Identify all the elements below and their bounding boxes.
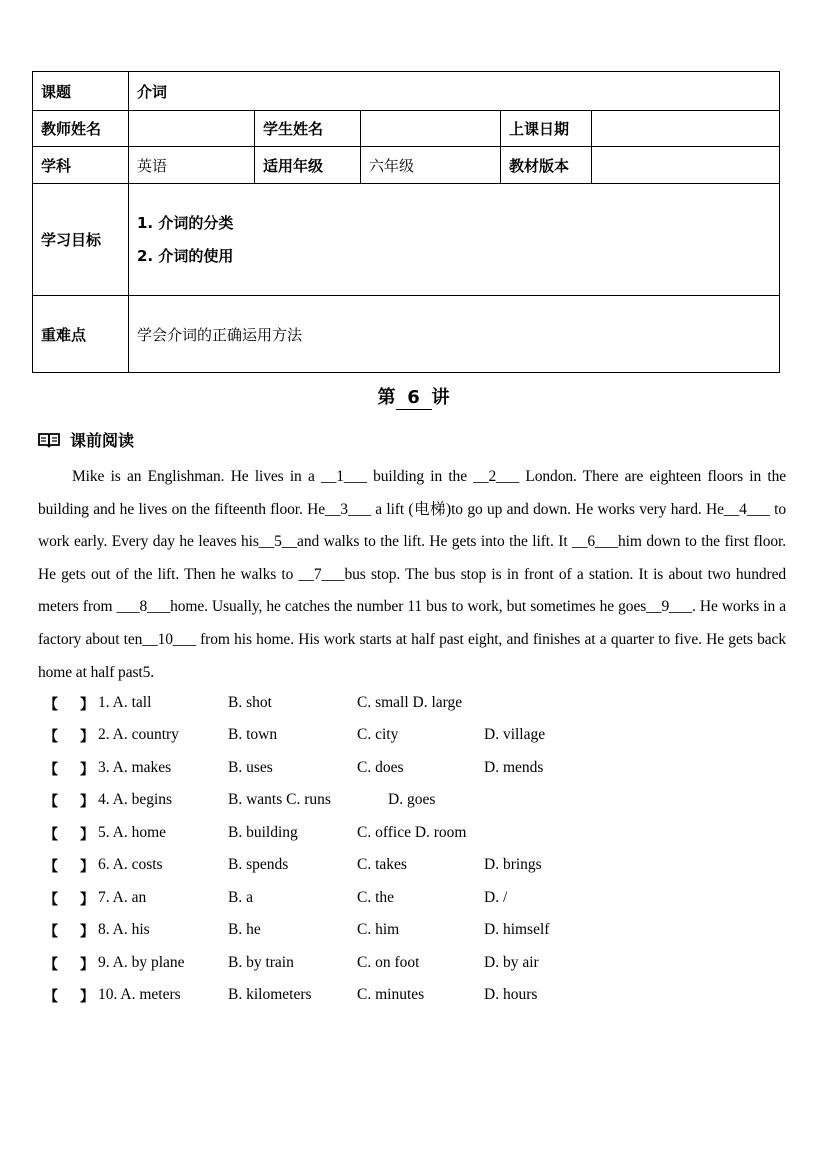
option-b: B. uses bbox=[228, 759, 273, 776]
option-a: 3. A. makes bbox=[98, 759, 172, 776]
bracket-right: 】 bbox=[80, 924, 94, 940]
key-label: 重难点 bbox=[33, 296, 129, 373]
option-c: C. him bbox=[357, 921, 400, 938]
option-a: 6. A. costs bbox=[98, 856, 163, 873]
teacher-label: 教师姓名 bbox=[33, 111, 129, 147]
bracket-right: 】 bbox=[80, 794, 94, 810]
book-icon bbox=[38, 432, 60, 448]
option-c: C. does bbox=[357, 759, 404, 776]
teacher-value bbox=[129, 111, 255, 147]
option-c: C. on foot bbox=[357, 954, 420, 971]
option-a: 2. A. country bbox=[98, 726, 179, 743]
option-d: D. by air bbox=[484, 954, 539, 971]
option-a: 10. A. meters bbox=[98, 986, 181, 1003]
student-label: 学生姓名 bbox=[255, 111, 361, 147]
option-d: D. brings bbox=[484, 856, 542, 873]
bracket-left: 【 bbox=[44, 729, 58, 745]
topic-label: 课题 bbox=[33, 72, 129, 111]
reading-passage: Mike is an Englishman. He lives in a __1___ building in the __2___ London. There are eighteen floors in the building and he lives on the fifteenth floor. He__3___ a lift (电梯)to go up and down. He works very hard. He__4___ to work early. Every day he leaves his__5__and walks to the lift. He gets into the lift. It __6___him down to the first floor. He gets out of the lift. Then he walks to __7___bus stop. The bus stop is in front of a station. It is about two hundred meters from ___8___home. Usually, he catches the number 11 bus to work, but sometimes he goes__9___. He works in a factory about ten__10___ from his home. His work starts at half past eight, and finishes at a quarter to five. He gets back home at half past5. bbox=[38, 468, 786, 681]
goal-item: 2. 介词的使用 bbox=[137, 246, 234, 265]
option-a: 9. A. by plane bbox=[98, 954, 185, 971]
section-title: 课前阅读 bbox=[70, 431, 135, 450]
option-d: D. himself bbox=[484, 921, 550, 938]
bracket-left: 【 bbox=[44, 827, 58, 843]
bracket-left: 【 bbox=[44, 794, 58, 810]
option-a: 4. A. begins bbox=[98, 791, 173, 808]
option-d: D. goes bbox=[388, 791, 436, 808]
option-a: 1. A. tall bbox=[98, 694, 152, 711]
option-b: B. by train bbox=[228, 954, 294, 971]
date-value bbox=[592, 111, 780, 147]
student-value bbox=[361, 111, 501, 147]
option-b: B. building bbox=[228, 824, 298, 841]
option-c: C. city bbox=[357, 726, 399, 743]
bracket-right: 】 bbox=[80, 989, 94, 1005]
subject-label: 学科 bbox=[33, 147, 129, 184]
bracket-right: 】 bbox=[80, 957, 94, 973]
bracket-left: 【 bbox=[44, 892, 58, 908]
option-d: D. mends bbox=[484, 759, 544, 776]
bracket-left: 【 bbox=[44, 924, 58, 940]
option-a: 5. A. home bbox=[98, 824, 167, 841]
option-b: B. kilometers bbox=[228, 986, 312, 1003]
lecture-heading bbox=[0, 383, 827, 410]
edition-value bbox=[592, 147, 780, 184]
option-c: C. takes bbox=[357, 856, 407, 873]
option-d: D. / bbox=[484, 889, 508, 906]
bracket-right: 】 bbox=[80, 859, 94, 875]
option-b: B. he bbox=[228, 921, 261, 938]
goals-label: 学习目标 bbox=[33, 184, 129, 296]
bracket-left: 【 bbox=[44, 989, 58, 1005]
option-b: B. spends bbox=[228, 856, 289, 873]
section-heading bbox=[38, 428, 134, 451]
lecture-number: 6 bbox=[396, 387, 432, 410]
lecture-prefix: 第 bbox=[377, 387, 396, 408]
grade-label: 适用年级 bbox=[255, 147, 361, 184]
option-c: C. office D. room bbox=[357, 824, 467, 841]
option-d: D. village bbox=[484, 726, 546, 743]
subject-value: 英语 bbox=[129, 147, 255, 184]
bracket-right: 】 bbox=[80, 762, 94, 778]
bracket-left: 【 bbox=[44, 697, 58, 713]
bracket-right: 】 bbox=[80, 892, 94, 908]
option-b: B. town bbox=[228, 726, 278, 743]
bracket-right: 】 bbox=[80, 729, 94, 745]
option-c: C. small D. large bbox=[357, 694, 463, 711]
option-c: C. minutes bbox=[357, 986, 425, 1003]
grade-value: 六年级 bbox=[361, 147, 501, 184]
option-b: B. shot bbox=[228, 694, 272, 711]
option-c: C. the bbox=[357, 889, 395, 906]
date-label: 上课日期 bbox=[501, 111, 592, 147]
option-a: 7. A. an bbox=[98, 889, 147, 906]
bracket-left: 【 bbox=[44, 957, 58, 973]
option-d: D. hours bbox=[484, 986, 538, 1003]
goals-cell bbox=[129, 184, 780, 296]
option-b: B. a bbox=[228, 889, 253, 906]
lesson-info-table bbox=[32, 71, 780, 373]
option-a: 8. A. his bbox=[98, 921, 150, 938]
topic-value: 介词 bbox=[129, 72, 780, 111]
bracket-left: 【 bbox=[44, 762, 58, 778]
bracket-right: 】 bbox=[80, 827, 94, 843]
bracket-left: 【 bbox=[44, 859, 58, 875]
lecture-suffix: 讲 bbox=[431, 387, 450, 408]
goal-item: 1. 介词的分类 bbox=[137, 213, 234, 232]
option-b: B. wants C. runs bbox=[228, 791, 331, 808]
edition-label: 教材版本 bbox=[501, 147, 592, 184]
key-value: 学会介词的正确运用方法 bbox=[129, 296, 780, 373]
bracket-right: 】 bbox=[80, 697, 94, 713]
